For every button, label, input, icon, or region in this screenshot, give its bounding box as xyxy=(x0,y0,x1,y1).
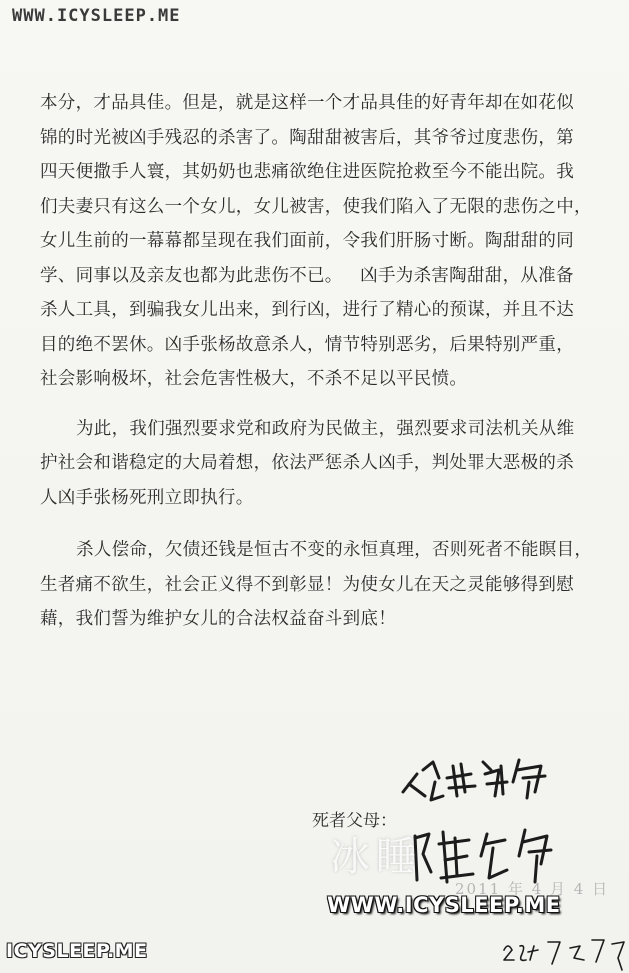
text-line: 目的绝不罢休。凶手张杨故意杀人，情节特别恶劣，后果特别严重， xyxy=(40,334,574,355)
paragraph-3 xyxy=(40,533,610,637)
text-line: 生者痛不欲生，社会正义得不到彰显！为使女儿在天之灵能够得到慰 xyxy=(40,574,574,595)
text-line: 护社会和谐稳定的大局着想，依法严惩杀人凶手，判处罪大恶极的杀 xyxy=(40,453,574,473)
text-line: 锦的时光被凶手残忍的杀害了。陶甜甜被害后，其爷爷过度悲伤，第 xyxy=(40,127,574,148)
watermark-bottom-left: ICYSLEEP.ME xyxy=(6,940,148,962)
text-line: 人凶手张杨死刑立即执行。 xyxy=(40,487,254,508)
text-line: 社会影响极坏，社会危害性极大，不杀不足以平民愤。 xyxy=(40,369,468,389)
typed-date: 2011 年 4 月 4 日 xyxy=(455,880,610,898)
handwritten-date xyxy=(500,930,629,973)
text-line: 们夫妻只有这么一个女儿，女儿被害，使我们陷入了无限的悲伤之中， xyxy=(40,196,592,217)
text-line: 四天便撒手人寰，其奶奶也悲痛欲绝住进医院抢救至今不能出院。我 xyxy=(40,162,574,182)
letter-body xyxy=(40,86,610,637)
text-line: 学、同事以及亲友也都为此悲伤不已。 凶手为杀害陶甜甜，从准备 xyxy=(40,265,574,286)
text-line: 为此，我们强烈要求党和政府为民做主，强烈要求司法机关从维 xyxy=(76,418,575,439)
signature-label: 死者父母： xyxy=(312,811,397,831)
paragraph-2 xyxy=(40,412,610,516)
text-line: 杀人偿命，欠债还钱是恒古不变的永恒真理，否则死者不能瞑目， xyxy=(76,540,593,560)
text-line: 本分，才品具佳。但是，就是这样一个才品具佳的好青年却在如花似 xyxy=(40,93,574,113)
text-line: 女儿生前的一幕幕都呈现在我们面前，令我们肝肠寸断。陶甜甜的同 xyxy=(40,231,574,251)
watermark-top: WWW.ICYSLEEP.ME xyxy=(12,6,181,26)
watermark-bottom: WWW.ICYSLEEP.ME xyxy=(327,893,561,917)
paragraph-1 xyxy=(40,86,610,397)
watermark-overlay: 冰睡 xyxy=(330,834,422,880)
text-line: 杀人工具，到骗我女儿出来，到行凶，进行了精心的预谋，并且不达 xyxy=(40,300,574,320)
text-line: 藉，我们誓为维护女儿的合法权益奋斗到底！ xyxy=(40,609,396,629)
